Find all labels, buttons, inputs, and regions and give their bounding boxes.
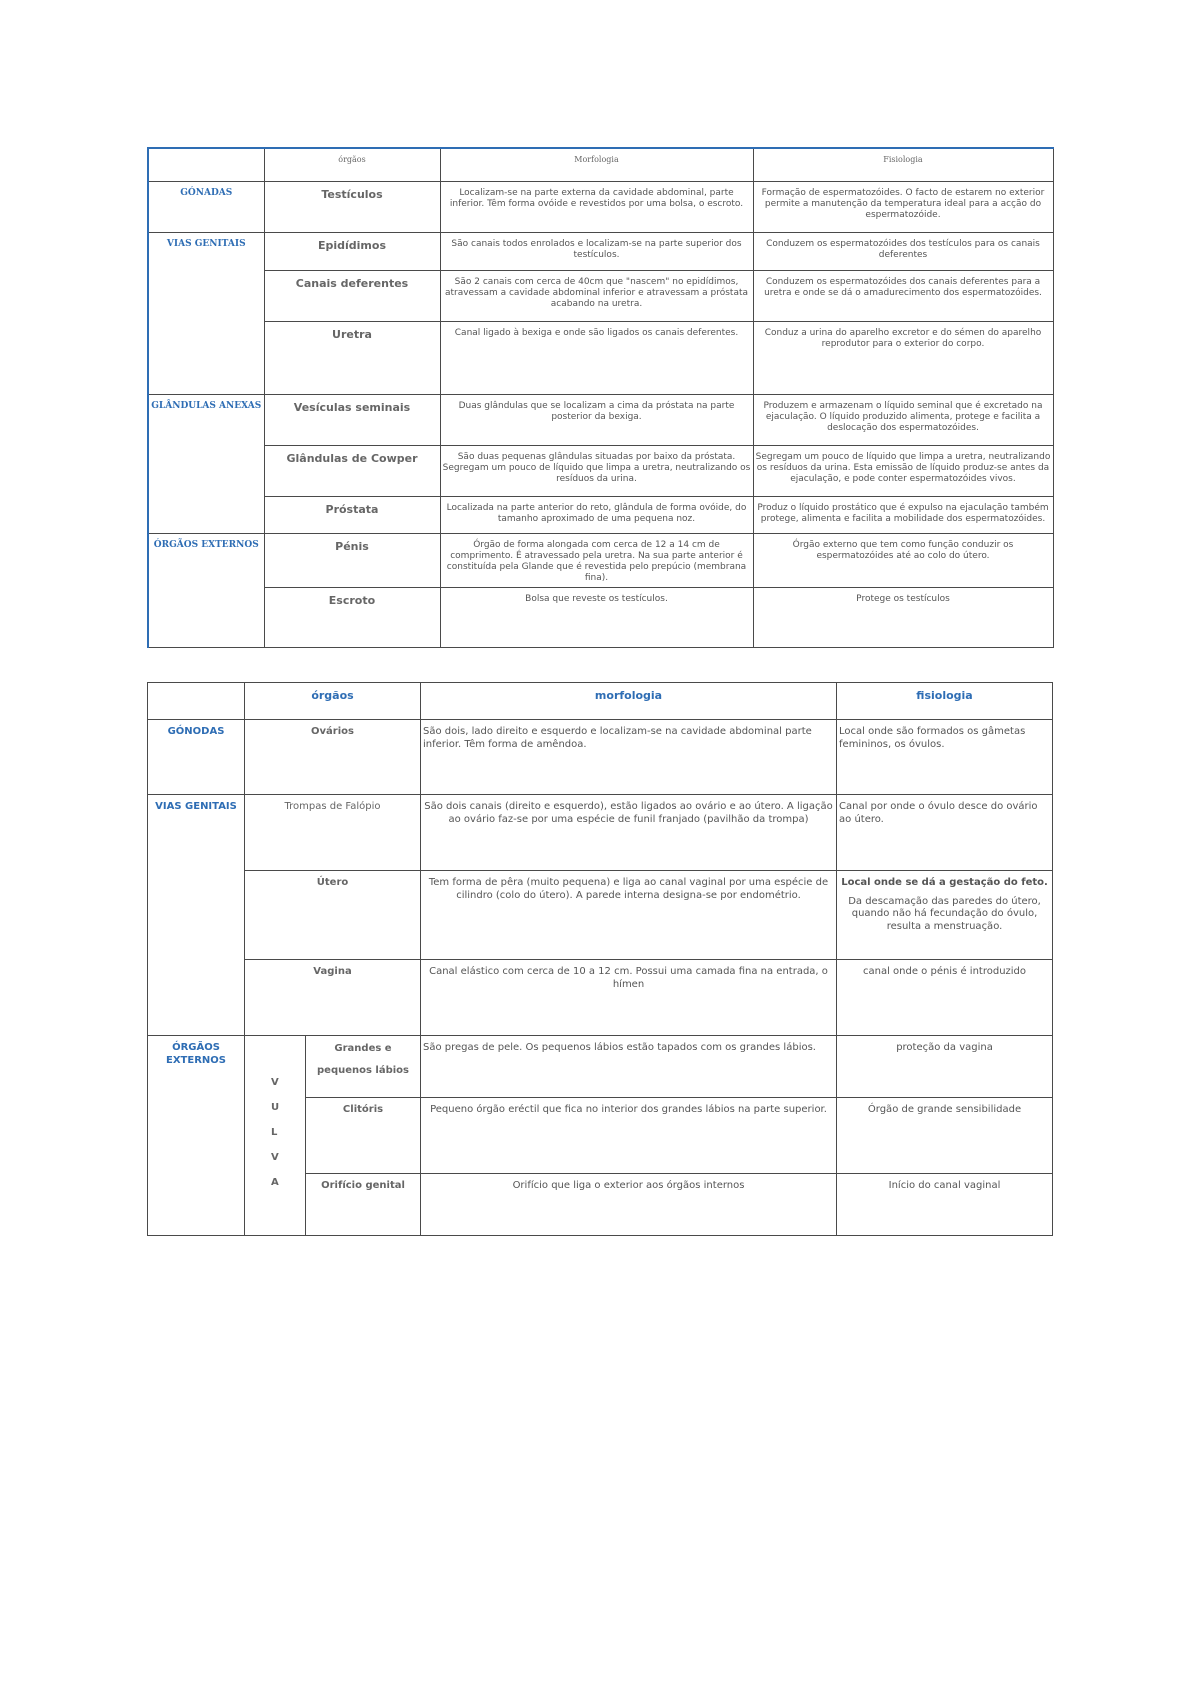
morphology-cell: Localizam-se na parte externa da cavidade abdominal, parte inferior. Têm forma ovóide e revestidos por uma bolsa, o escroto. [440,181,753,232]
header-morphology: morfologia [421,683,837,720]
table-row [148,795,1053,871]
physiology-cell: Órgão de grande sensibilidade [837,1098,1053,1174]
organ-name: Útero [245,871,421,960]
organ-name: Grandes e pequenos lábios [306,1036,421,1098]
morphology-cell: São dois canais (direito e esquerdo), estão ligados ao ovário e ao útero. A ligação ao ovário faz-se por uma espécie de funil franjado (pavilhão da trompa) [421,795,837,871]
category-gonadas: GÓNADAS [148,181,264,232]
morphology-cell: Bolsa que reveste os testículos. [440,587,753,647]
female-organs-table [147,682,1053,1236]
header-morphology: Morfologia [440,148,753,181]
header-empty [148,148,264,181]
header-organs: órgãos [245,683,421,720]
organ-name: Vesículas seminais [264,394,440,445]
physiology-cell: Produz o líquido prostático que é expulso na ejaculação também protege, alimenta e facilita a mobilidade dos espermatozóides. [753,496,1053,533]
table-row [148,181,1053,232]
category-orgaos-externos: ÓRGÃOS EXTERNOS [148,1036,245,1236]
morphology-cell: São dois, lado direito e esquerdo e localizam-se na cavidade abdominal parte inferior. Têm forma de amêndoa. [421,720,837,795]
header-organs: órgãos [264,148,440,181]
table-row [148,321,1053,394]
physiology-cell: Conduz a urina do aparelho excretor e do sémen do aparelho reprodutor para o exterior do corpo. [753,321,1053,394]
physiology-line: Da descamação das paredes do útero, quando não há fecundação do óvulo, resulta a menstruação. [848,895,1041,932]
physiology-cell: proteção da vagina [837,1036,1053,1098]
header-physiology: Fisiologia [753,148,1053,181]
morphology-cell: Localizada na parte anterior do reto, glândula de forma ovóide, do tamanho aproximado de uma pequena noz. [440,496,753,533]
male-organs-table [147,147,1054,648]
category-vias-genitais: VIAS GENITAIS [148,232,264,394]
header-physiology: fisiologia [837,683,1053,720]
organ-name: Pénis [264,533,440,587]
physiology-cell: canal onde o pénis é introduzido [837,960,1053,1036]
table-row [148,871,1053,960]
category-orgaos-externos: ÓRGÃOS EXTERNOS [148,533,264,647]
table-row [148,232,1053,270]
physiology-cell: Local onde são formados os gâmetas femininos, os óvulos. [837,720,1053,795]
organ-name: Glândulas de Cowper [264,445,440,496]
table-row [148,1036,1053,1098]
morphology-cell: Duas glândulas que se localizam a cima da próstata na parte posterior da bexiga. [440,394,753,445]
morphology-cell: São 2 canais com cerca de 40cm que "nascem" no epidídimos, atravessam a cavidade abdominal inferior e atravessam a próstata acabando na uretra. [440,270,753,321]
morphology-cell: Canal elástico com cerca de 10 a 12 cm. Possui uma camada fina na entrada, o hímen [421,960,837,1036]
table-row [148,587,1053,647]
organ-name: Vagina [245,960,421,1036]
morphology-cell: Canal ligado à bexiga e onde são ligados os canais deferentes. [440,321,753,394]
header-empty [148,683,245,720]
morphology-cell: Orifício que liga o exterior aos órgãos internos [421,1174,837,1236]
table-row [148,533,1053,587]
table-row [148,394,1053,445]
organ-name: Trompas de Falópio [245,795,421,871]
physiology-cell: Órgão externo que tem como função conduzir os espermatozóides até ao colo do útero. [753,533,1053,587]
vulva-letter: A [271,1177,279,1188]
category-glandulas-anexas: GLÂNDULAS ANEXAS [148,394,264,533]
physiology-cell: Conduzem os espermatozóides dos testículos para os canais deferentes [753,232,1053,270]
organ-name: Próstata [264,496,440,533]
organ-name: Uretra [264,321,440,394]
physiology-cell: Segregam um pouco de líquido que limpa a uretra, neutralizando os resíduos da urina. Esta emissão de líquido produz-se antes da ejaculação, e pode conter espermatozóides vivos. [753,445,1053,496]
table-row [148,496,1053,533]
table-row [148,720,1053,795]
physiology-cell: Canal por onde o óvulo desce do ovário ao útero. [837,795,1053,871]
table-row [148,960,1053,1036]
table-row [148,445,1053,496]
vulva-label [245,1036,306,1236]
vulva-letter: U [271,1102,280,1113]
organ-name: Canais deferentes [264,270,440,321]
organ-name: Clitóris [306,1098,421,1174]
physiology-cell: Conduzem os espermatozóides dos canais deferentes para a uretra e onde se dá o amadurecimento dos espermatozóides. [753,270,1053,321]
morphology-cell: Órgão de forma alongada com cerca de 12 a 14 cm de comprimento. É atravessado pela uretra. Na sua parte anterior é constituída pela Glande que é revestida pelo prepúcio (membrana fina). [440,533,753,587]
physiology-cell: Produzem e armazenam o líquido seminal que é excretado na ejaculação. O líquido produzido alimenta, protege e facilita a deslocação dos espermatozóides. [753,394,1053,445]
morphology-cell: São duas pequenas glândulas situadas por baixo da próstata. Segregam um pouco de líquido que limpa a uretra, neutralizando os resíduos da urina. [440,445,753,496]
organ-name: Ovários [245,720,421,795]
table-header-row [148,683,1053,720]
category-gonodas: GÓNODAS [148,720,245,795]
organ-name: Testículos [264,181,440,232]
vulva-letter: V [271,1152,279,1163]
organ-name: Epidídimos [264,232,440,270]
vulva-letter: V [271,1077,279,1088]
morphology-cell: Tem forma de pêra (muito pequena) e liga ao canal vaginal por uma espécie de cilindro (colo do útero). A parede interna designa-se por endométrio. [421,871,837,960]
morphology-cell: São canais todos enrolados e localizam-se na parte superior dos testículos. [440,232,753,270]
physiology-cell: Formação de espermatozóides. O facto de estarem no exterior permite a manutenção da temperatura ideal para a acção do espermatozóide. [753,181,1053,232]
category-vias-genitais: VIAS GENITAIS [148,795,245,1036]
organ-name: Orifício genital [306,1174,421,1236]
physiology-cell [837,871,1053,960]
physiology-line: Local onde se dá a gestação do feto. [841,877,1048,888]
vulva-letter: L [271,1127,278,1138]
morphology-cell: Pequeno órgão eréctil que fica no interior dos grandes lábios na parte superior. [421,1098,837,1174]
table-header-row [148,148,1053,181]
organ-name: Escroto [264,587,440,647]
physiology-cell: Protege os testículos [753,587,1053,647]
morphology-cell: São pregas de pele. Os pequenos lábios estão tapados com os grandes lábios. [421,1036,837,1098]
table-row [148,270,1053,321]
physiology-cell: Início do canal vaginal [837,1174,1053,1236]
